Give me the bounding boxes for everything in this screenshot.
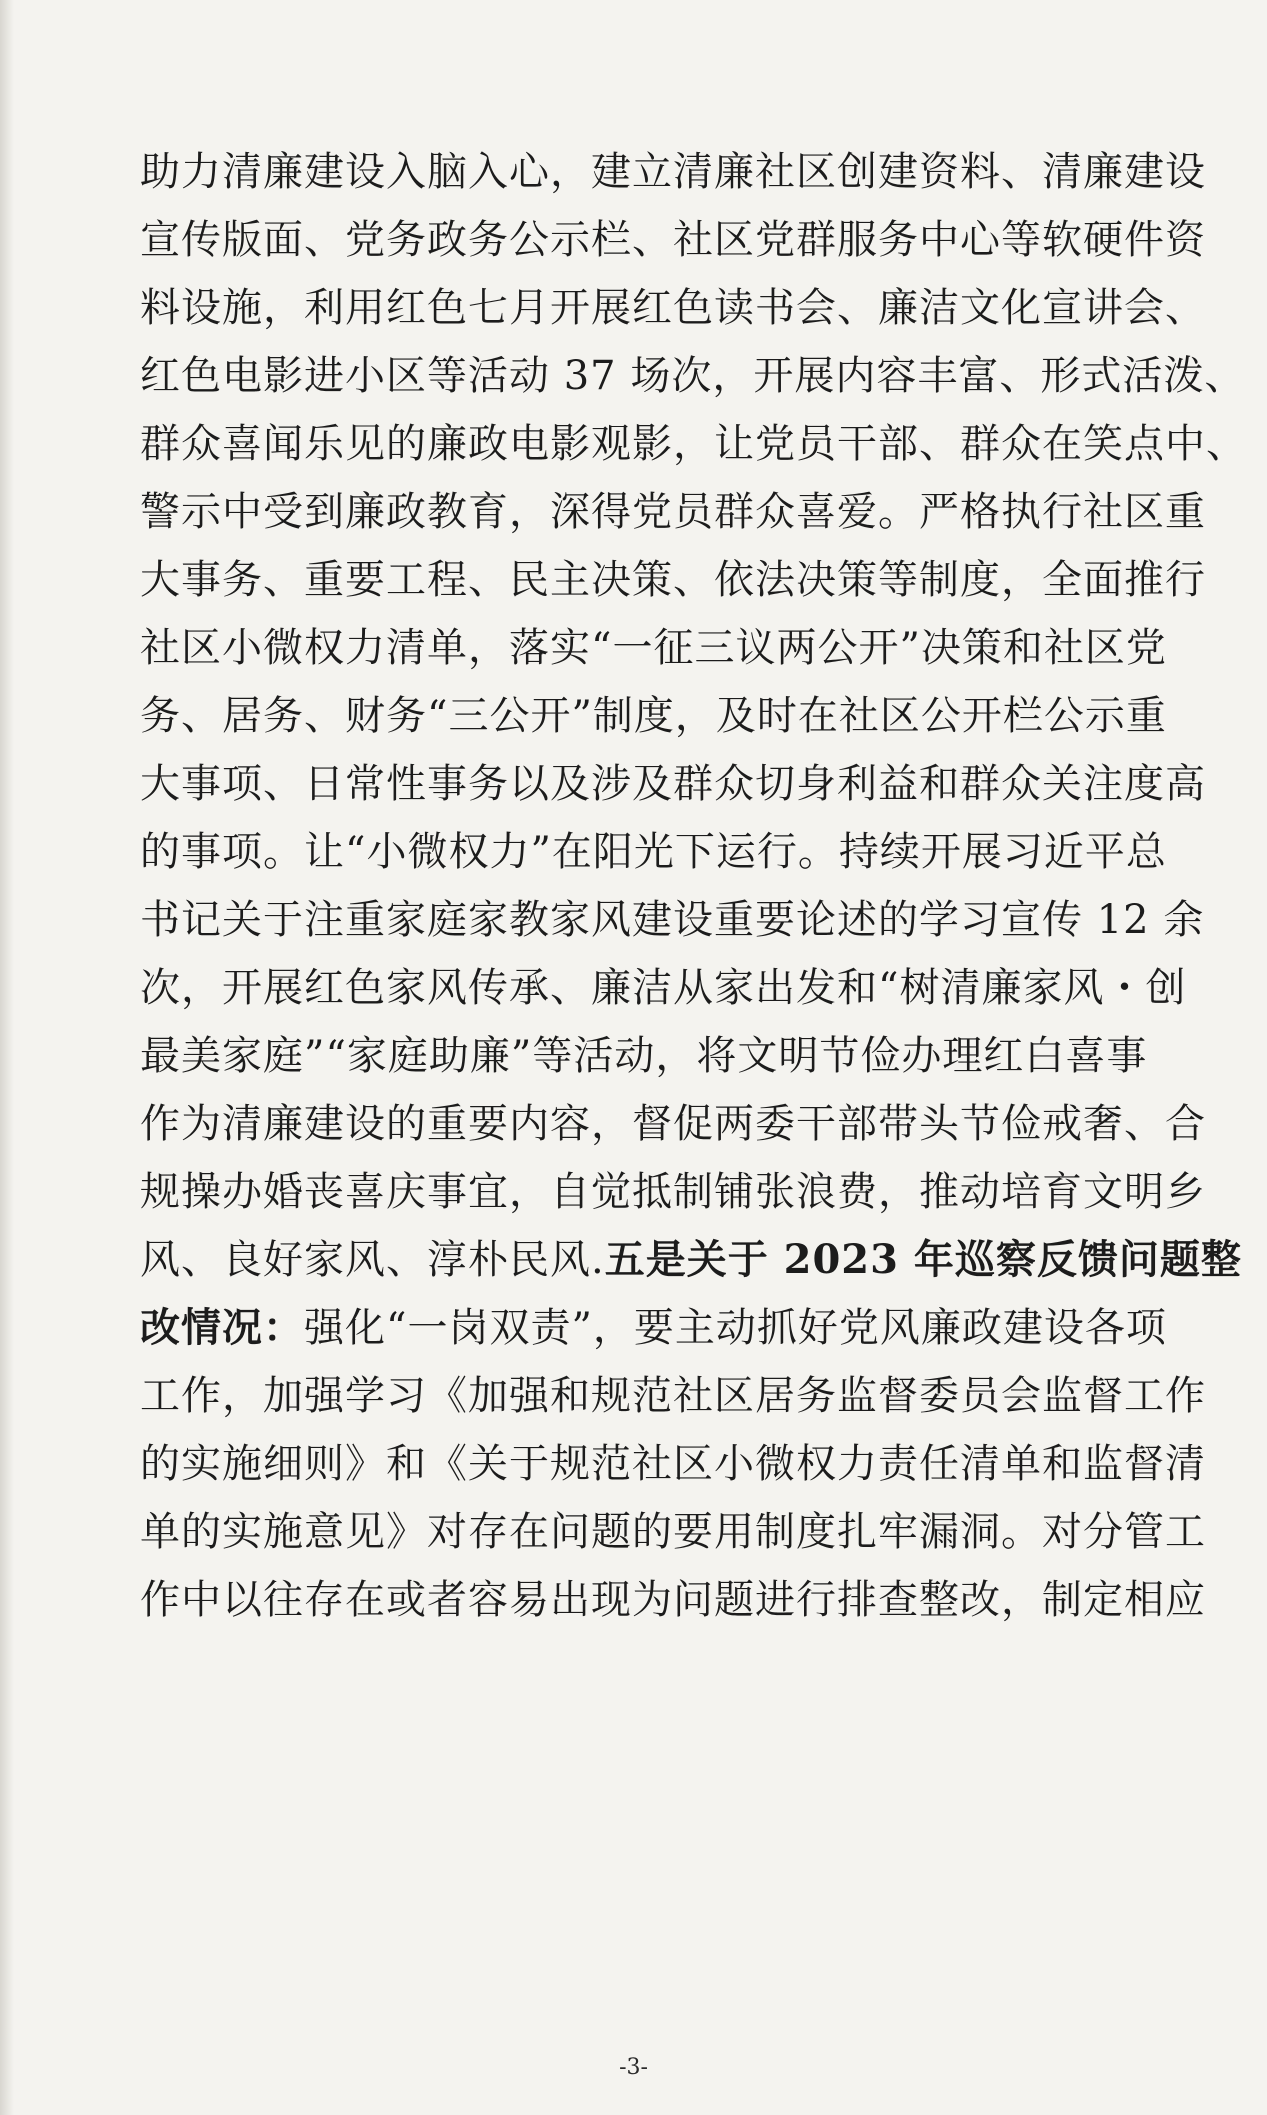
page-edge-shadow — [0, 0, 14, 2115]
text-run: 风、良好家风、淳朴民风. — [140, 1237, 605, 1283]
text-line: 作为清廉建设的重要内容，督促两委干部带头节俭戒奢、合 — [140, 1101, 1206, 1147]
section-heading-run: 改情况： — [140, 1304, 304, 1351]
section-heading-run: 五是关于 2023 年巡察反馈问题整 — [604, 1236, 1242, 1283]
text-line: 群众喜闻乐见的廉政电影观影，让党员干部、群众在笑点中、 — [140, 421, 1247, 467]
text-line: 书记关于注重家庭家教家风建设重要论述的学习宣传 12 余 — [140, 897, 1205, 943]
text-line: 的事项。让“小微权力”在阳光下运行。持续开展习近平总 — [140, 829, 1167, 875]
text-line: 助力清廉建设入脑入心，建立清廉社区创建资料、清廉建设 — [140, 149, 1206, 195]
text-line: 社区小微权力清单，落实“一征三议两公开”决策和社区党 — [140, 625, 1167, 671]
text-line: 次，开展红色家风传承、廉洁从家出发和“树清廉家风・创 — [140, 965, 1187, 1011]
text-line: 料设施，利用红色七月开展红色读书会、廉洁文化宣讲会、 — [140, 285, 1206, 331]
text-line: 红色电影进小区等活动 37 场次，开展内容丰富、形式活泼、 — [140, 353, 1246, 399]
text-line: 大事项、日常性事务以及涉及群众切身利益和群众关注度高 — [140, 761, 1206, 807]
text-line: 务、居务、财务“三公开”制度，及时在社区公开栏公示重 — [140, 693, 1167, 739]
text-line: 大事务、重要工程、民主决策、依法决策等制度，全面推行 — [140, 557, 1206, 603]
page-number: -3- — [619, 2055, 648, 2080]
text-line: 作中以往存在或者容易出现为问题进行排查整改，制定相应 — [140, 1577, 1206, 1623]
document-body — [140, 138, 1247, 1634]
text-run: 强化“一岗双责”，要主动抓好党风廉政建设各项 — [304, 1305, 1167, 1351]
text-line: 规操办婚丧喜庆事宜，自觉抵制铺张浪费，推动培育文明乡 — [140, 1169, 1206, 1215]
text-line: 的实施细则》和《关于规范社区小微权力责任清单和监督清 — [140, 1441, 1206, 1487]
text-line: 宣传版面、党务政务公示栏、社区党群服务中心等软硬件资 — [140, 217, 1206, 263]
text-line-mixed — [140, 1226, 1242, 1294]
text-line: 最美家庭”“家庭助廉”等活动，将文明节俭办理红白喜事 — [140, 1033, 1148, 1079]
text-line-mixed — [140, 1294, 1167, 1362]
text-line: 单的实施意见》对存在问题的要用制度扎牢漏洞。对分管工 — [140, 1509, 1206, 1555]
text-line: 警示中受到廉政教育，深得党员群众喜爱。严格执行社区重 — [140, 489, 1206, 535]
text-line: 工作，加强学习《加强和规范社区居务监督委员会监督工作 — [140, 1373, 1206, 1419]
